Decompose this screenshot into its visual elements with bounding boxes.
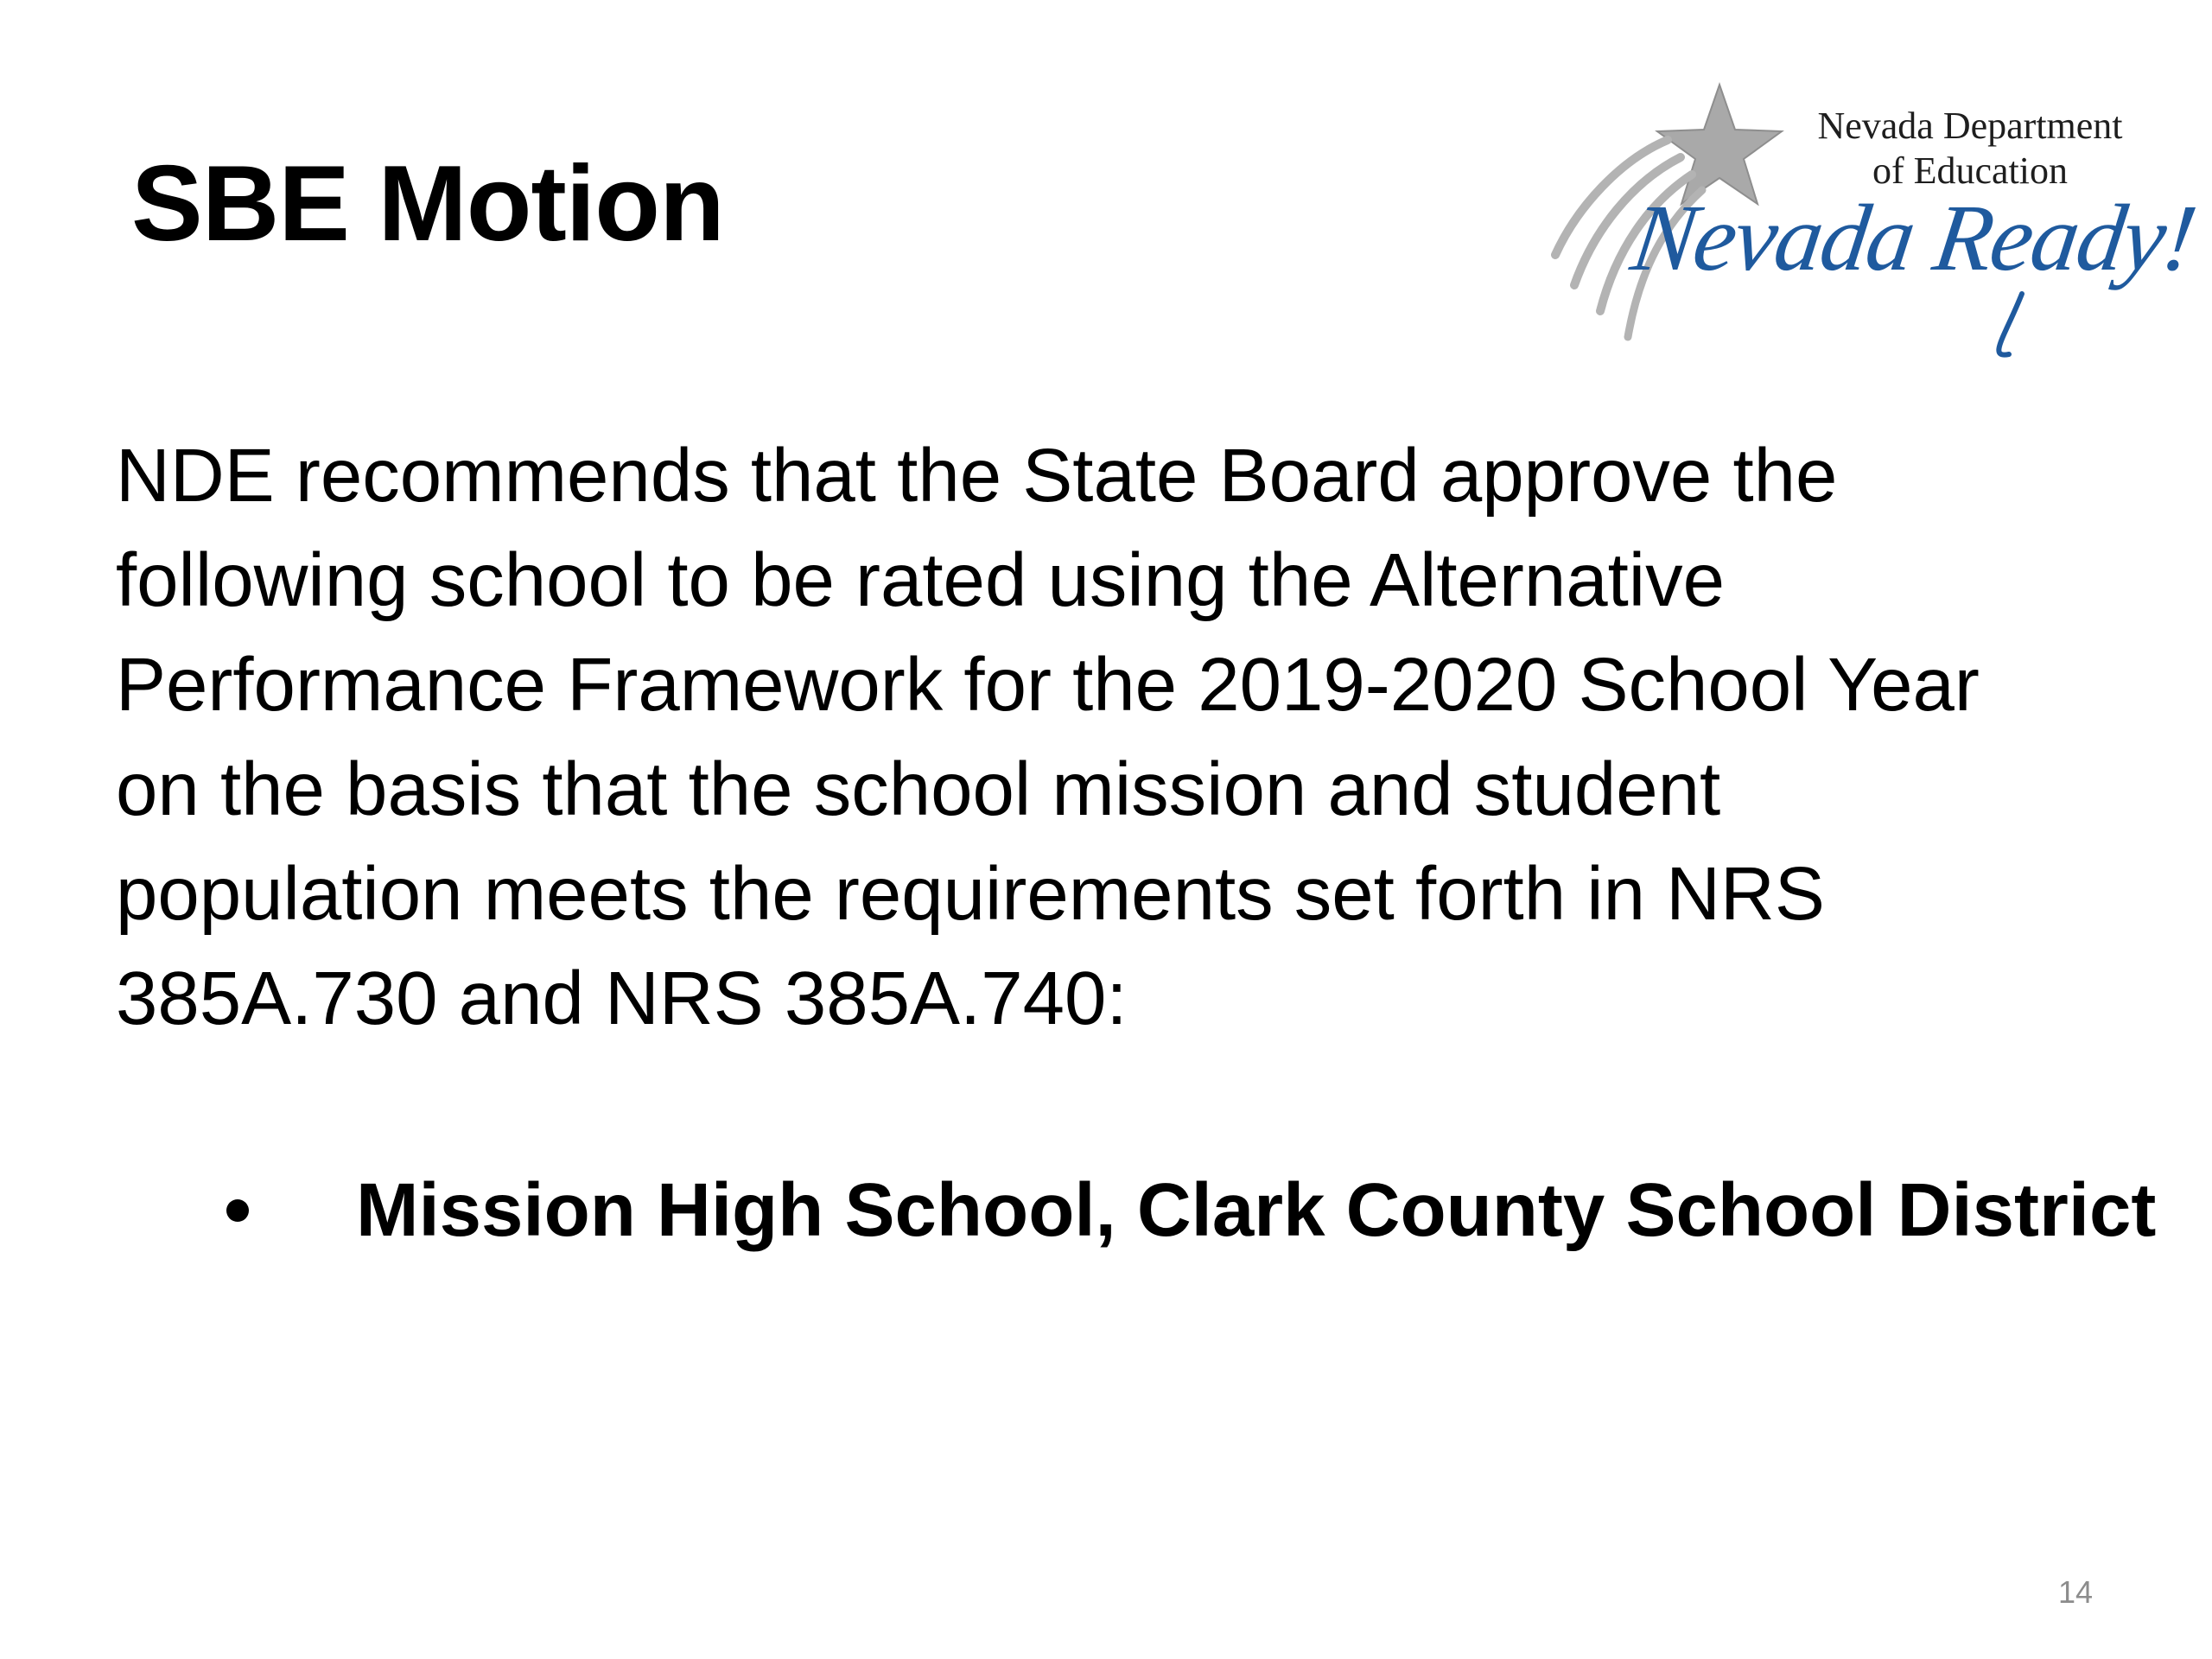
slide-title: SBE Motion [131,144,724,264]
logo-department-line-2: of Education [1872,149,2069,192]
body-line: on the basis that the school mission and student [116,747,1721,831]
nevada-department-of-education-logo [1538,78,2202,363]
bullet-text: Mission High School, Clark County School District [356,1168,2157,1252]
body-line: Performance Framework for the 2019-2020 School Year [116,643,1980,727]
logo-department-line-1: Nevada Department [1817,105,2123,147]
body-paragraph [116,423,2103,1051]
logo-tagline: Nevada Ready! [1625,185,2202,290]
body-line: NDE recommends that the State Board approve the [116,434,1838,518]
logo-department-name [1797,104,2143,194]
bullet-icon [226,1199,249,1222]
body-line: 385A.730 and NRS 385A.740: [116,957,1128,1040]
body-line: population meets the requirements set forth in NRS [116,852,1825,936]
bullet-item [226,1158,2156,1262]
page-number: 14 [2057,1574,2093,1610]
body-line: following school to be rated using the Alternative [116,538,1726,622]
